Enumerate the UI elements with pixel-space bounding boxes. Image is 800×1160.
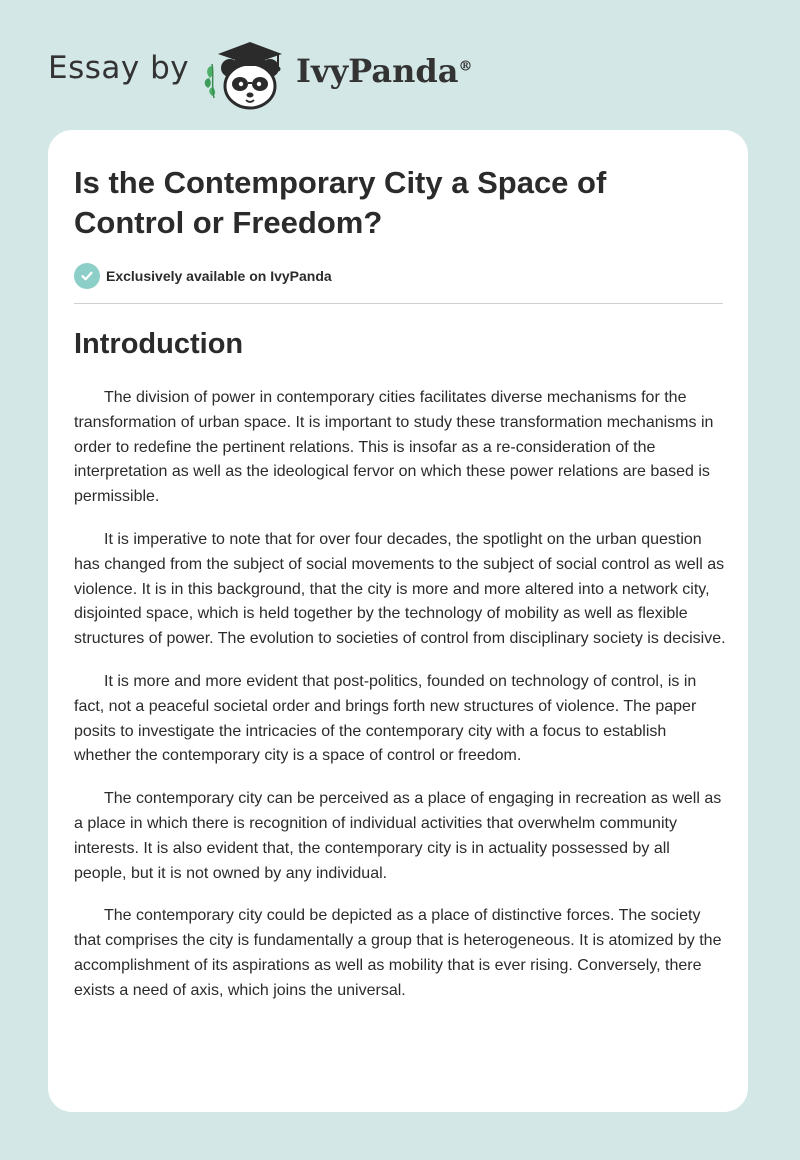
paragraph: The contemporary city can be perceived as a place of engaging in recreation as well as a place in which there is recognition of individual activities that overwhelm community interests. It is also evident that, the contemporary city is in actuality possessed by all people, but it is not owned by any individual. [74,790,722,882]
paragraph: The contemporary city could be depicted as a place of distinctive forces. The society that comprises the city is fundamentally a group that is heterogeneous. It is atomized by the accomplishment of its aspirations as well as mobility that is ever rising. Conversely, there exists a need of axis, which joins the universal. [74,907,722,999]
panda-graduate-icon[interactable] [202,34,294,110]
divider [74,303,723,304]
essay-by-label: Essay by [48,50,190,86]
essay-card [48,130,748,1112]
page-title: Is the Contemporary City a Space of Control or Freedom? [74,165,607,240]
exclusive-badge [74,263,332,289]
exclusive-badge-label: Exclusively available on IvyPanda [106,268,332,284]
site-header [0,0,800,130]
check-circle-icon [74,263,100,289]
paragraph: It is more and more evident that post-politics, founded on technology of control, is in fact, not a peaceful societal order and brings forth new structures of violence. The paper posits to investigate the intricacies of the contemporary city with a focus to establish whether the contemporary city is a space of control or freedom. [74,672,697,765]
paragraph: It is imperative to note that for over four decades, the spotlight on the urban question has changed from the subject of social movements to the subject of social control as well as violence. It is in this background, that the city is more and more altered into a network city, disjointed space, which is held together by the technology of mobility as well as flexible structures of power. The evolution to societies of control from disciplinary society is decisive. [74,530,726,648]
section-heading: Introduction [74,328,244,360]
paragraph: The division of power in contemporary cities facilitates diverse mechanisms for the transformation of urban space. It is important to study these transformation mechanisms in order to redefine the pertinent relations. This is insofar as a re-consideration of the interpretation as well as the ideological fervor on which these power relations are based is permissible. [74,389,714,506]
brand-text: IvyPanda [296,52,459,90]
essay-body [74,386,726,1022]
brand-name[interactable] [296,52,472,90]
registered-mark: ® [458,58,473,75]
